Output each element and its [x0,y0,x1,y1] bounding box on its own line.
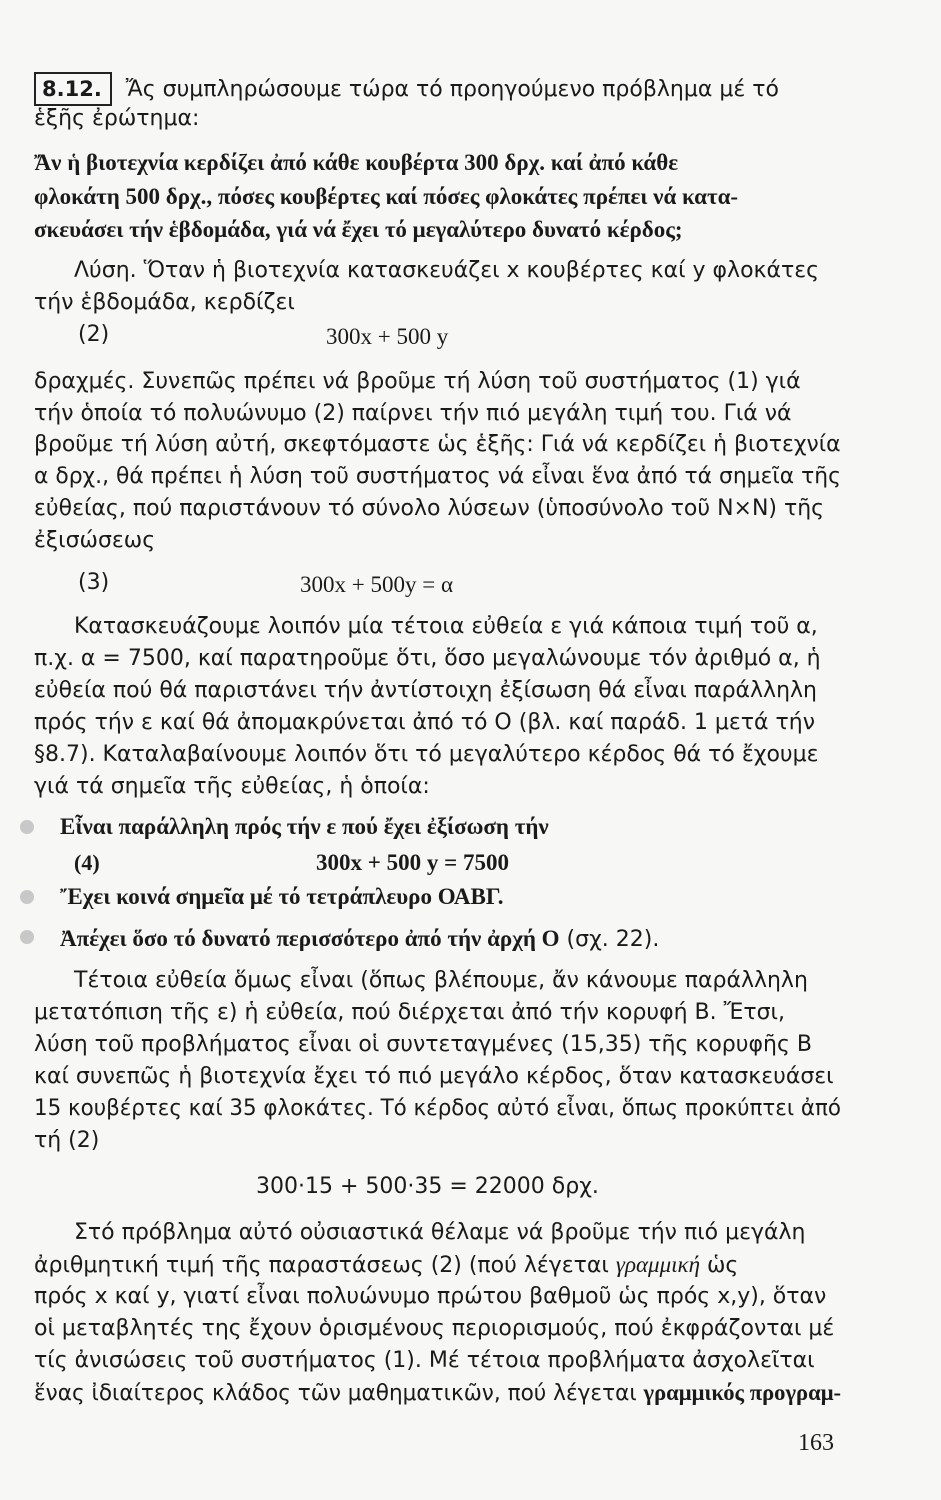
eq4-formula: 300x + 500 y = 7500 [316,850,509,875]
para4-text: ὡς [699,1253,739,1278]
para1-line: τήν ὁποία τό πολυώνυμο (2) παίρνει τήν πιό μεγάλη τιμή του. Γιά νά [34,401,792,426]
question-line1: Ἄν ἡ βιοτεχνία κερδίζει ἀπό κάθε κουβέρτα 300 δρχ. καί ἀπό κάθε [34,150,679,175]
para2-line: γιά τά σημεῖα τῆς εὐθείας, ἡ ὁποία: [34,774,430,799]
para4-line3: πρός x καί y, γιατί εἶναι πολυώνυμο πρώτου βαθμοῦ ὡς πρός x,y), ὅταν [34,1284,827,1309]
para2-line: πρός τήν ε καί θά ἀπομακρύνεται ἀπό τό Ο (βλ. καί παράδ. 1 μετά τήν [34,710,816,735]
section-heading-line [34,72,779,106]
para4-line2 [34,1250,738,1281]
bold-term: γραμμικός προγραμ- [643,1380,842,1405]
para4-line4: οἱ μεταβλητές της ἔχουν ὁρισμένους περιορισμούς, πού ἐκφράζονται μέ [34,1316,835,1341]
italic-term: γραμμική [615,1252,700,1277]
para3-line: τή (2) [34,1128,100,1153]
question-line2: φλοκάτη 500 δρχ., πόσες κουβέρτες καί πόσες φλοκάτες πρέπει νά κατα- [34,184,739,209]
page-number: 163 [798,1430,834,1456]
para4-line6 [34,1378,841,1409]
eq3-label: (3) [78,570,110,595]
bullet-dot [20,930,34,944]
eq2-label: (2) [78,322,110,347]
para1-line: δραχμές. Συνεπῶς πρέπει νά βροῦμε τή λύση τοῦ συστήματος (1) γιά [34,369,801,394]
bullet3-text: Ἀπέχει ὅσο τό δυνατό περισσότερο ἀπό τήν ἀρχή Ο [60,926,560,951]
bullet-dot [20,820,34,834]
para1-line: εὐθείας, πού παριστάνουν τό σύνολο λύσεων (ὑποσύνολο τοῦ N×N) τῆς [34,496,825,521]
bullet2-text: Ἔχει κοινά σημεῖα μέ τό τετράπλευρο ΟΑΒΓ. [60,884,504,909]
para2-line: §8.7). Καταλαβαίνουμε λοιπόν ὅτι τό μεγαλύτερο κέρδος θά τό ἔχουμε [34,742,819,767]
para1-line: ἐξισώσεως [34,528,156,553]
para3-line: Τέτοια εὐθεία ὅμως εἶναι (ὅπως βλέπουμε, ἄν κάνουμε παράλληλη [74,968,808,993]
para4-line1: Στό πρόβλημα αὐτό οὐσιαστικά θέλαμε νά βροῦμε τήν πιό μεγάλη [74,1220,806,1245]
bullet3-line [60,924,659,955]
para2-line: Κατασκευάζουμε λοιπόν μία τέτοια εὐθεία ε γιά κάποια τιμή τοῦ α, [74,614,818,639]
section-number-box: 8.12. [34,72,112,106]
para1-line: α δρχ., θά πρέπει ἡ λύση τοῦ συστήματος νά εἶναι ἕνα ἀπό τά σημεῖα τῆς [34,464,841,489]
intro-text-line2: ἑξῆς ἐρώτημα: [34,106,200,131]
bullet1-text: Εἶναι παράλληλη πρός τήν ε πού ἔχει ἐξίσωση τήν [60,814,549,839]
para1-line: βροῦμε τή λύση αὐτή, σκεφτόμαστε ὡς ἑξῆς: Γιά νά κερδίζει ἡ βιοτεχνία [34,432,841,457]
para4-text: ἀριθμητική τιμή τῆς παραστάσεως (2) (πού λέγεται [34,1253,616,1278]
para3-line: 15 κουβέρτες καί 35 φλοκάτες. Τό κέρδος αὐτό εἶναι, ὅπως προκύπτει ἀπό [34,1096,841,1121]
intro-text: Ἄς συμπληρώσουμε τώρα τό προηγούμενο πρόβλημα μέ τό [125,77,779,102]
eq4-label: (4) [74,850,100,875]
eq3-formula: 300x + 500y = α [300,572,453,597]
para3-line: μετατόπιση τῆς ε) ἡ εὐθεία, πού διέρχεται ἀπό τήν κορυφή Β. Ἔτσι, [34,1000,785,1025]
question-line3: σκευάσει τήν ἑβδομάδα, γιά νά ἔχει τό μεγαλύτερο δυνατό κέρδος; [34,217,683,242]
para4-line5: τίς ἀνισώσεις τοῦ συστήματος (1). Μέ τέτοια προβλήματα ἀσχολεῖται [34,1348,815,1373]
para2-line: π.χ. α = 7500, καί παρατηροῦμε ὅτι, ὅσο μεγαλώνουμε τόν ἀριθμό α, ἡ [34,646,821,671]
para4-text: ἕνας ἰδιαίτερος κλάδος τῶν μαθηματικῶν, πού λέγεται [34,1381,644,1406]
bullet-dot [20,890,34,904]
solution-line2: τήν ἑβδομάδα, κερδίζει [34,290,295,315]
eq5-formula: 300·15 + 500·35 = 22000 δρχ. [256,1174,599,1199]
para2-line: εὐθεία πού θά παριστάνει τήν ἀντίστοιχη ἐξίσωση θά εἶναι παράλληλη [34,678,817,703]
figure-reference: (σχ. 22). [566,927,660,952]
para3-line: καί συνεπῶς ἡ βιοτεχνία ἔχει τό πιό μεγάλο κέρδος, ὅταν κατασκευάσει [34,1064,834,1089]
para3-line: λύση τοῦ προβλήματος εἶναι οἱ συντεταγμένες (15,35) τῆς κορυφῆς Β [34,1032,812,1057]
eq2-formula: 300x + 500 y [326,324,449,349]
solution-line1: Λύση. Ὅταν ἡ βιοτεχνία κατασκευάζει x κουβέρτες καί y φλοκάτες [74,258,820,283]
